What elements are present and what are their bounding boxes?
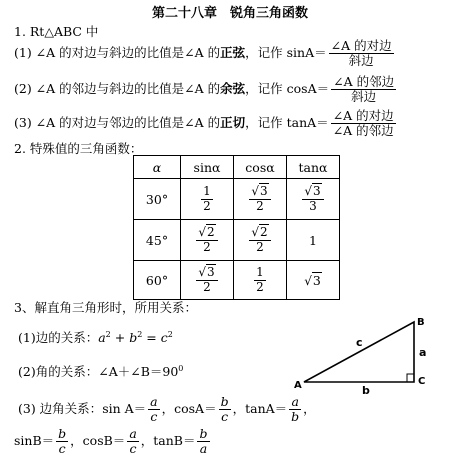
header-tan: tanα xyxy=(287,156,340,179)
angle-relation: (2)角的关系：$\angle A+\angle B=90^0$ xyxy=(18,363,184,379)
definition-sine xyxy=(14,36,396,70)
angle-45: 45° xyxy=(134,220,181,261)
definition-cosine xyxy=(14,72,398,106)
tan-60: √3 xyxy=(287,261,340,300)
definition-tangent-prefix: (3) ∠A 的对边与邻边的比值是∠A 的 xyxy=(14,115,221,130)
header-sin: sinα xyxy=(181,156,234,179)
header-alpha: α xyxy=(134,156,181,179)
table-row xyxy=(134,261,340,300)
tan-45: 1 xyxy=(287,220,340,261)
table-row xyxy=(134,220,340,261)
table-row xyxy=(134,179,340,220)
vertex-label-a: A xyxy=(294,380,302,391)
definition-tangent-notation: ，记作 tanA＝ xyxy=(245,115,329,130)
tangent-denominator: ∠A 的邻边 xyxy=(332,123,394,138)
sin-45: $\frac{√2}{2}$ xyxy=(181,220,234,261)
definition-tangent xyxy=(14,106,398,140)
right-angle-marker xyxy=(407,374,414,382)
vertex-label-c: C xyxy=(418,376,426,387)
cos-45: $\frac{√2}{2}$ xyxy=(234,220,287,261)
right-triangle-diagram xyxy=(288,312,448,396)
angle-relation-formula: ∠A＋∠B＝90 xyxy=(98,364,179,379)
side-label-c: c xyxy=(356,336,363,349)
definition-cosine-prefix: (2) ∠A 的邻边与斜边的比值是∠A 的 xyxy=(14,81,221,96)
page-title: 第二十八章 锐角三角函数 xyxy=(151,6,308,21)
definition-cosine-name: 余弦 xyxy=(220,81,246,96)
tan-30: $\frac{√3}{3}$ xyxy=(287,179,340,220)
definition-sine-prefix: (1) ∠A 的对边与斜边的比值是∠A 的 xyxy=(14,45,221,60)
definition-sine-name: 正弦 xyxy=(220,45,246,60)
sin-60: $\frac{√3}{2}$ xyxy=(181,261,234,300)
cos-30: $\frac{√3}{2}$ xyxy=(234,179,287,220)
definition-cosine-notation: ，记作 cosA＝ xyxy=(245,81,330,96)
angle-60: 60° xyxy=(134,261,181,300)
section2-heading: 2. 特殊值的三角函数： xyxy=(14,141,143,156)
angle-relation-label: (2)角的关系： xyxy=(18,364,99,379)
side-relation-label: (1)边的关系： xyxy=(18,330,99,345)
cosine-numerator: ∠A 的邻边 xyxy=(333,73,395,89)
sine-numerator: ∠A 的对边 xyxy=(330,37,392,53)
side-label-b: b xyxy=(362,384,370,396)
cos-60: $\frac{1}{2}$ xyxy=(234,261,287,300)
angle-30: 30° xyxy=(134,179,181,220)
sine-fraction xyxy=(329,39,394,69)
tangent-numerator: ∠A 的对边 xyxy=(332,107,394,123)
sin-30: $\frac{1}{2}$ xyxy=(181,179,234,220)
cosine-fraction xyxy=(331,75,396,105)
table-header-row xyxy=(134,156,340,179)
side-angle-relation-row1: (3) 边角关系：sin A＝ $\frac{a}{c}$ ，cosA＝ $\frac{b}{c}$ ，tanA＝ $\frac{a}{b}$ ， xyxy=(18,393,316,424)
side-relation: (1)边的关系：$a^2 + b^2 = c^2$ xyxy=(18,329,173,345)
definition-tangent-name: 正切 xyxy=(220,115,246,130)
special-values-table xyxy=(133,155,340,300)
side-angle-relation-row2: sinB＝ $\frac{b}{c}$ ，cosB＝ $\frac{a}{c}$ ，tanB＝ $\frac{b}{a}$ xyxy=(14,425,208,456)
vertex-label-b: B xyxy=(417,317,425,328)
section3-heading: 3、解直角三角形时，所用关系： xyxy=(14,300,197,315)
definition-sine-notation: ，记作 sinA＝ xyxy=(245,45,327,60)
sine-denominator: 斜边 xyxy=(329,53,394,68)
side-angle-relation-label: (3) 边角关系： xyxy=(18,401,103,416)
header-cos: cosα xyxy=(234,156,287,179)
section1-heading: 1. Rt△ABC 中 xyxy=(14,24,99,39)
cosine-denominator: 斜边 xyxy=(331,89,396,104)
tangent-fraction xyxy=(331,109,396,139)
side-label-a: a xyxy=(419,346,427,359)
triangle-shape xyxy=(304,322,414,382)
